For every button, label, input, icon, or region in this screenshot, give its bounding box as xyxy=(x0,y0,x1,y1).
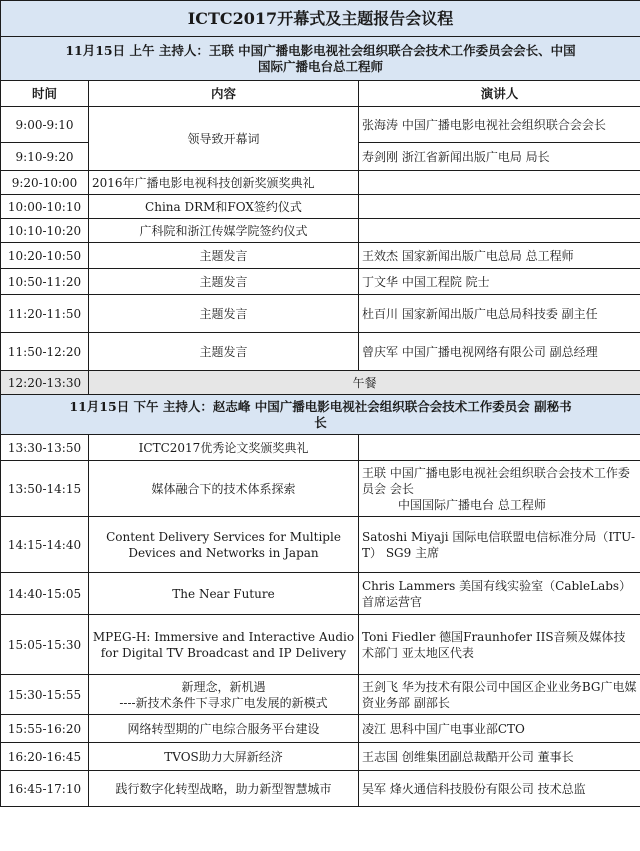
row-time: 13:50-14:15 xyxy=(1,461,89,517)
row-time: 10:50-11:20 xyxy=(1,269,89,295)
table-row xyxy=(1,615,640,675)
row-time: 9:20-10:00 xyxy=(1,171,89,195)
row-speaker: Toni Fiedler 德国Fraunhofer IIS音频及媒体技术部门 亚太地区代表 xyxy=(359,615,640,675)
row-speaker xyxy=(359,219,640,243)
row-content: 主题发言 xyxy=(89,243,359,269)
afternoon-session-line2: 长 xyxy=(314,414,327,430)
row-time: 9:00-9:10 xyxy=(1,107,89,143)
table-row xyxy=(1,333,640,371)
row-speaker: 王剑飞 华为技术有限公司中国区企业业务BG广电媒资业务部 副部长 xyxy=(359,675,640,715)
row-time: 15:30-15:55 xyxy=(1,675,89,715)
row-content: 主题发言 xyxy=(89,295,359,333)
row-time: 10:20-10:50 xyxy=(1,243,89,269)
table-row xyxy=(1,573,640,615)
row-time: 11:20-11:50 xyxy=(1,295,89,333)
row-speaker: 王志国 创维集团副总裁酷开公司 董事长 xyxy=(359,743,640,771)
row-speaker: Chris Lammers 美国有线实验室（CableLabs）首席运营官 xyxy=(359,573,640,615)
row-speaker xyxy=(359,171,640,195)
morning-session-header xyxy=(1,37,640,81)
table-row xyxy=(1,219,640,243)
row-content: Content Delivery Services for Multiple Devices and Networks in Japan xyxy=(89,517,359,573)
speaker-line2: 中国国际广播电台 总工程师 xyxy=(398,497,546,512)
row-content: 网络转型期的广电综合服务平台建设 xyxy=(89,715,359,743)
row-content: MPEG-H: Immersive and Interactive Audio for Digital TV Broadcast and IP Delivery xyxy=(89,615,359,675)
lunch-label: 午餐 xyxy=(89,371,640,395)
row-content xyxy=(89,675,359,715)
table-row xyxy=(1,107,640,143)
table-row xyxy=(1,771,640,807)
table-row xyxy=(1,715,640,743)
row-time: 15:55-16:20 xyxy=(1,715,89,743)
row-speaker xyxy=(359,195,640,219)
lunch-row xyxy=(1,371,640,395)
row-time: 10:00-10:10 xyxy=(1,195,89,219)
afternoon-session-header xyxy=(1,395,640,435)
row-content: ICTC2017优秀论文奖颁奖典礼 xyxy=(89,435,359,461)
row-time: 16:45-17:10 xyxy=(1,771,89,807)
header-time: 时间 xyxy=(1,81,89,107)
table-row xyxy=(1,295,640,333)
content-line2: ----新技术条件下寻求广电发展的新模式 xyxy=(119,695,328,710)
row-time: 14:15-14:40 xyxy=(1,517,89,573)
row-time: 10:10-10:20 xyxy=(1,219,89,243)
table-row xyxy=(1,435,640,461)
table-row xyxy=(1,517,640,573)
row-speaker: 凌江 思科中国广电事业部CTO xyxy=(359,715,640,743)
table-row xyxy=(1,243,640,269)
table-row xyxy=(1,675,640,715)
row-content: China DRM和FOX签约仪式 xyxy=(89,195,359,219)
table-row xyxy=(1,461,640,517)
row-content: 主题发言 xyxy=(89,333,359,371)
row-content: TVOS助力大屏新经济 xyxy=(89,743,359,771)
row-content: 媒体融合下的技术体系探索 xyxy=(89,461,359,517)
row-speaker: 杜百川 国家新闻出版广电总局科技委 副主任 xyxy=(359,295,640,333)
header-speaker: 演讲人 xyxy=(359,81,640,107)
row-time: 11:50-12:20 xyxy=(1,333,89,371)
header-content: 内容 xyxy=(89,81,359,107)
row-content: 2016年广播电影电视科技创新奖颁奖典礼 xyxy=(89,171,359,195)
row-content: 领导致开幕词 xyxy=(89,107,359,171)
speaker-line1: 王联 中国广播电影电视社会组织联合会技术工作委员会 会长 xyxy=(362,465,630,496)
table-row xyxy=(1,743,640,771)
row-time: 16:20-16:45 xyxy=(1,743,89,771)
row-content: 主题发言 xyxy=(89,269,359,295)
afternoon-session-line1: 11月15日 下午 主持人：赵志峰 中国广播电影电视社会组织联合会技术工作委员会 副秘书 xyxy=(69,398,572,414)
row-time: 14:40-15:05 xyxy=(1,573,89,615)
row-content: 广科院和浙江传媒学院签约仪式 xyxy=(89,219,359,243)
table-row xyxy=(1,171,640,195)
table-row xyxy=(1,269,640,295)
row-speaker: 张海涛 中国广播电影电视社会组织联合会会长 xyxy=(359,107,640,143)
row-speaker: Satoshi Miyaji 国际电信联盟电信标准分局（ITU-T） SG9 主席 xyxy=(359,517,640,573)
content-line1: 新理念，新机遇 xyxy=(181,679,266,694)
row-time: 13:30-13:50 xyxy=(1,435,89,461)
morning-session-line1: 11月15日 上午 主持人：王联 中国广播电影电视社会组织联合会技术工作委员会会长、中国 xyxy=(65,42,576,58)
row-speaker xyxy=(359,435,640,461)
row-content: 践行数字化转型战略，助力新型智慧城市 xyxy=(89,771,359,807)
row-speaker: 吴军 烽火通信科技股份有限公司 技术总监 xyxy=(359,771,640,807)
row-time: 9:10-9:20 xyxy=(1,143,89,171)
row-time: 15:05-15:30 xyxy=(1,615,89,675)
morning-session-line2: 国际广播电台总工程师 xyxy=(258,58,384,74)
lunch-time: 12:20-13:30 xyxy=(1,371,89,395)
row-speaker: 曾庆军 中国广播电视网络有限公司 副总经理 xyxy=(359,333,640,371)
row-speaker: 王效杰 国家新闻出版广电总局 总工程师 xyxy=(359,243,640,269)
row-speaker: 寿剑刚 浙江省新闻出版广电局 局长 xyxy=(359,143,640,171)
row-content: The Near Future xyxy=(89,573,359,615)
table-row xyxy=(1,195,640,219)
row-speaker: 丁文华 中国工程院 院士 xyxy=(359,269,640,295)
row-speaker xyxy=(359,461,640,517)
agenda-title: ICTC2017开幕式及主题报告会议程 xyxy=(1,1,640,37)
